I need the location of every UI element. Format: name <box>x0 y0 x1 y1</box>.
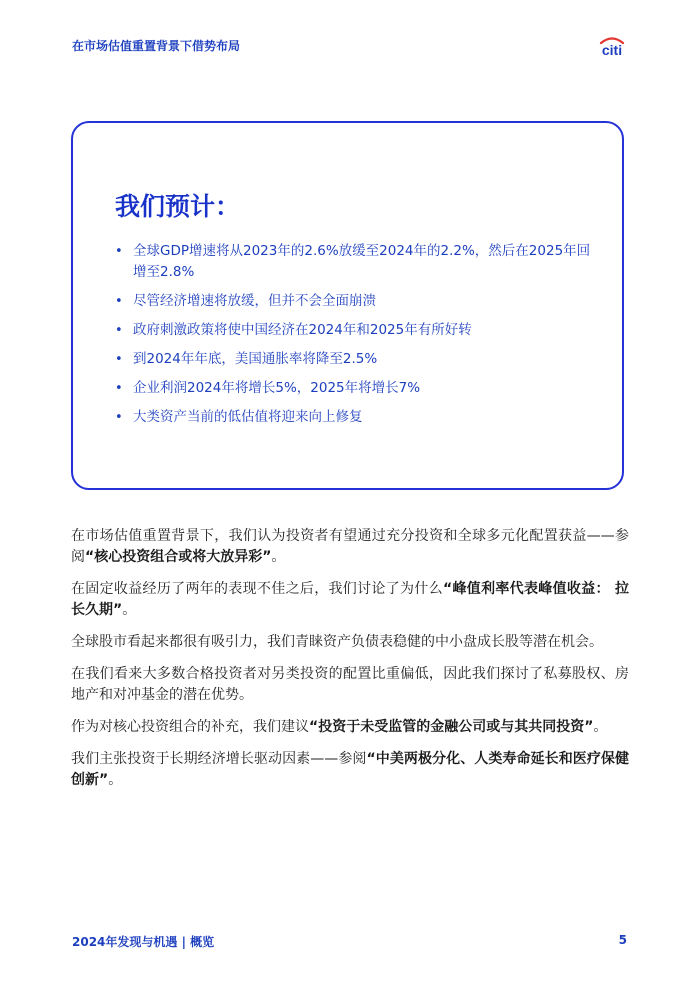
forecast-list <box>115 241 595 436</box>
list-item: • 政府刺激政策将使中国经济在2024年和2025年有所好转 <box>115 320 595 341</box>
bullet-icon: • <box>115 323 123 338</box>
page-number: 5 <box>618 933 627 947</box>
box-title: 我们预计： <box>115 192 241 221</box>
forecast-box <box>71 121 624 490</box>
paragraph: 在市场估值重置背景下，我们认为投资者有望通过充分投资和全球多元化配置获益——参阅“核心投资组合或将大放异彩”。 <box>71 528 629 565</box>
bullet-icon: • <box>115 410 123 425</box>
paragraph: 在固定收益经历了两年的表现不佳之后，我们讨论了为什么“峰值利率代表峰值收益： 拉长久期”。 <box>71 581 630 618</box>
list-item: • 尽管经济增速将放缓，但并不会全面崩溃 <box>115 291 595 312</box>
paragraph: 我们主张投资于长期经济增长驱动因素——参阅“中美两极分化、人类寿命延长和医疗保健创新”。 <box>71 751 630 788</box>
header-title: 在市场估值重置背景下借势布局 <box>72 39 241 53</box>
bullet-icon: • <box>115 381 123 396</box>
list-item: • 企业利润2024年将增长5%，2025年将增长7% <box>115 378 595 399</box>
bullet-icon: • <box>115 244 123 259</box>
list-item: • 全球GDP增速将从2023年的2.6%放缓至2024年的2.2%，然后在2025年回增至2.8% <box>115 243 591 280</box>
bullet-icon: • <box>115 294 123 309</box>
list-item: • 大类资产当前的低估值将迎来向上修复 <box>115 407 595 428</box>
list-item: • 到2024年年底，美国通胀率将降至2.5% <box>115 349 595 370</box>
paragraph: 作为对核心投资组合的补充，我们建议“投资于未受监管的金融公司或与其共同投资”。 <box>71 719 608 735</box>
bullet-icon: • <box>115 352 123 367</box>
paragraph: 在我们看来大多数合格投资者对另类投资的配置比重偏低，因此我们探讨了私募股权、房地产和对冲基金的潜在优势。 <box>71 666 629 703</box>
citi-logo <box>595 33 629 57</box>
paragraph: 全球股市看起来都很有吸引力，我们青睐资产负债表稳健的中小盘成长股等潜在机会。 <box>71 634 603 650</box>
svg-text:citi: citi <box>601 42 623 57</box>
footer-title: 2024年发现与机遇 | 概览 <box>72 935 215 949</box>
body-text <box>71 526 629 802</box>
